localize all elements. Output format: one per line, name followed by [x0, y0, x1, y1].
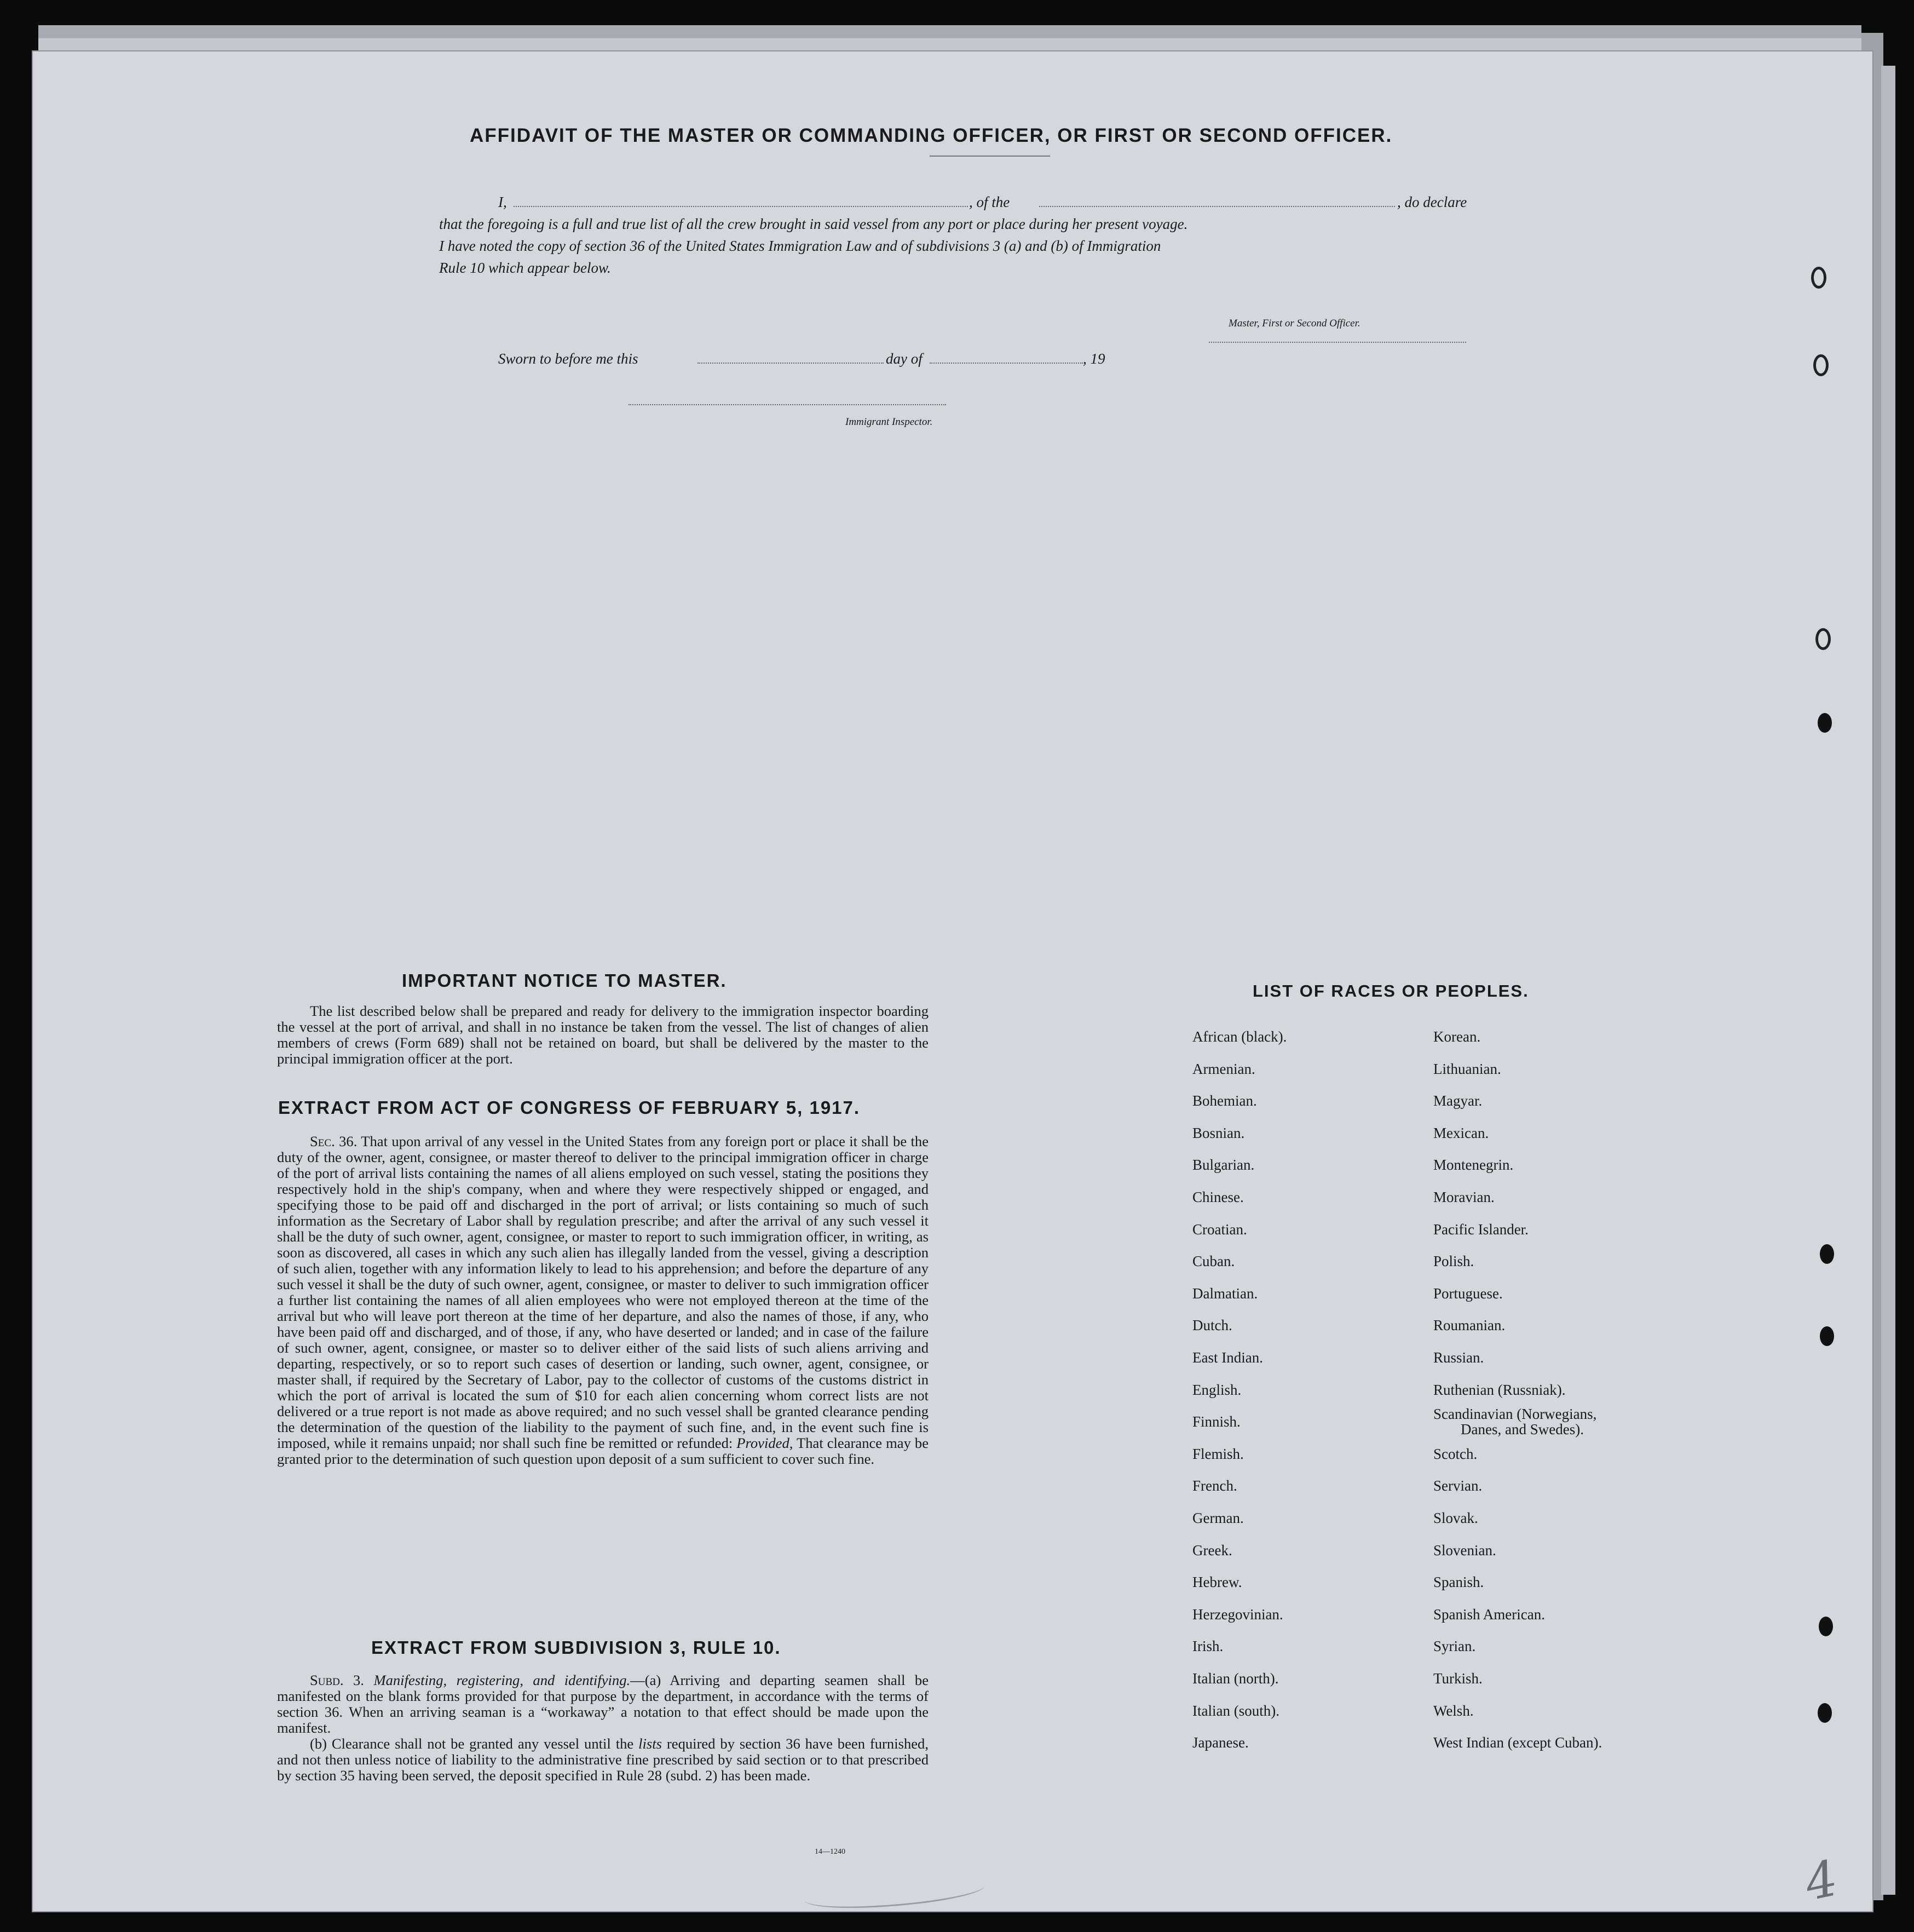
race-item: Armenian.: [1192, 1060, 1255, 1077]
punch-hole-4: [1818, 713, 1832, 733]
race-item: Magyar.: [1433, 1092, 1483, 1109]
race-item: Italian (south).: [1192, 1702, 1279, 1719]
affidavit-i: I,: [498, 194, 507, 210]
sworn-day-of: day of: [886, 350, 923, 367]
master-signature-line[interactable]: [1209, 342, 1466, 343]
race-item: German.: [1192, 1510, 1244, 1526]
race-item: Italian (north).: [1192, 1670, 1279, 1687]
race-item: Syrian.: [1433, 1638, 1476, 1655]
affidavit-declare: , do declare: [1397, 194, 1467, 210]
affidavit-title: AFFIDAVIT OF THE MASTER OR COMMANDING OFFICER, OR FIRST OR SECOND OFFICER.: [470, 125, 1393, 146]
race-item-continuation: Danes, and Swedes).: [1461, 1421, 1584, 1438]
affidavit-line-2: that the foregoing is a full and true list of all the crew brought in said vessel from any port or place during her present voyage.: [439, 216, 1188, 232]
race-item: Scotch.: [1433, 1445, 1478, 1462]
race-item: Moravian.: [1433, 1189, 1495, 1205]
subd-heading: Manifesting, registering, and identifying.: [373, 1672, 631, 1688]
act-extract-title: EXTRACT FROM ACT OF CONGRESS OF FEBRUARY 5, 1917.: [278, 1097, 861, 1118]
master-label: Master, First or Second Officer.: [1229, 318, 1360, 329]
affidavit-of-the: , of the: [969, 194, 1010, 210]
race-item: Russian.: [1433, 1349, 1484, 1366]
act-extract-text: [277, 1134, 929, 1467]
race-item: Polish.: [1433, 1253, 1474, 1270]
punch-hole-1: [1811, 267, 1826, 289]
act-provided: Provided,: [736, 1435, 793, 1451]
race-item: Montenegrin.: [1433, 1157, 1514, 1174]
punch-hole-8: [1818, 1703, 1832, 1723]
page-edge-right-outer: [1881, 66, 1895, 1895]
race-item: Croatian.: [1192, 1221, 1247, 1238]
race-item: Spanish American.: [1433, 1606, 1545, 1623]
race-item: Roumanian.: [1433, 1317, 1506, 1334]
inspector-signature-line[interactable]: [629, 404, 946, 405]
sworn-month-blank[interactable]: [930, 363, 1083, 364]
affidavit-line-4: Rule 10 which appear below.: [439, 260, 611, 276]
race-item: Hebrew.: [1192, 1574, 1242, 1591]
sworn-year: , 19: [1083, 350, 1105, 367]
punch-hole-5: [1820, 1244, 1834, 1264]
rule-para-b: [277, 1736, 929, 1784]
para-b-end: required by section 36 have been furnished, and not then unless notice of liability to the administrative fine prescribed by said section or to that prescribed by section 35 having been served, the deposit specified in Rule 28 (subd. 2) has been made.: [277, 1735, 929, 1784]
document-page: [32, 50, 1873, 1912]
rule-extract-title: EXTRACT FROM SUBDIVISION 3, RULE 10.: [371, 1637, 781, 1658]
race-item: Flemish.: [1192, 1445, 1244, 1462]
notice-paragraph: The list described below shall be prepared and ready for delivery to the immigration inspector boarding the vessel at the port of arrival, and shall in no instance be taken from the vessel. The list of changes of alien members of crews (Form 689) shall not be retained on board, but shall be delivered by the master to the principal immigration officer at the port.: [277, 1003, 929, 1067]
notice-title: IMPORTANT NOTICE TO MASTER.: [402, 970, 727, 991]
race-item: Korean.: [1433, 1028, 1481, 1045]
vessel-blank[interactable]: [1039, 206, 1395, 207]
race-item: East Indian.: [1192, 1349, 1263, 1366]
sworn-day-blank[interactable]: [697, 363, 884, 364]
affidavit-line-3: I have noted the copy of section 36 of the United States Immigration Law and of subdivisions 3 (a) and (b) of Immigration: [439, 238, 1161, 254]
sec-label: Sec. 36.: [310, 1133, 358, 1149]
race-item: Cuban.: [1192, 1253, 1235, 1270]
punch-hole-2: [1813, 354, 1829, 376]
punch-hole-3: [1815, 628, 1831, 650]
notice-text: [277, 1003, 929, 1067]
race-item: Herzegovinian.: [1192, 1606, 1283, 1623]
inspector-label: Immigrant Inspector.: [845, 416, 933, 428]
race-item: West Indian (except Cuban).: [1433, 1734, 1602, 1751]
race-item: Turkish.: [1433, 1670, 1483, 1687]
name-blank[interactable]: [514, 206, 968, 207]
race-item: French.: [1192, 1477, 1237, 1494]
rule-extract-text: [277, 1672, 929, 1784]
race-item: Servian.: [1433, 1477, 1483, 1494]
race-item: Bosnian.: [1192, 1124, 1245, 1141]
para-a-text: —(a) Arriving and departing seamen shall be manifested on the blank forms provided for that purpose by the department, in accordance with the terms of section 36. When an arriving seaman is a “workaway” a notation to that effect should be made upon the manifest.: [277, 1672, 929, 1736]
act-text-end: That clearance may be granted prior to the determination of such question upon deposit of a sum sufficient to cover such fine.: [277, 1435, 929, 1467]
race-item: English.: [1192, 1381, 1242, 1398]
race-item: Ruthenian (Russniak).: [1433, 1381, 1566, 1398]
race-item: Bulgarian.: [1192, 1157, 1255, 1174]
race-item: Scandinavian (Norwegians,: [1433, 1406, 1597, 1423]
title-underline: [930, 156, 1050, 157]
race-item: African (black).: [1192, 1028, 1287, 1045]
act-paragraph: [277, 1134, 929, 1467]
race-item: Bohemian.: [1192, 1092, 1257, 1109]
handwritten-scribble: [803, 1870, 985, 1916]
race-item: Welsh.: [1433, 1702, 1474, 1719]
race-item: Dutch.: [1192, 1317, 1232, 1334]
race-item: Slovenian.: [1433, 1542, 1496, 1559]
rule-para-a: [277, 1672, 929, 1736]
race-item: Greek.: [1192, 1542, 1232, 1559]
punch-hole-6: [1820, 1326, 1834, 1346]
race-item: Mexican.: [1433, 1124, 1489, 1141]
race-item: Chinese.: [1192, 1189, 1244, 1205]
form-code: 14—1240: [815, 1848, 845, 1856]
subd-label: Subd. 3.: [310, 1672, 364, 1688]
race-item: Irish.: [1192, 1638, 1224, 1655]
races-title: LIST OF RACES OR PEOPLES.: [1253, 981, 1529, 1001]
race-item: Japanese.: [1192, 1734, 1249, 1751]
handwritten-mark: 4: [1800, 1849, 1843, 1912]
para-b-lists: lists: [638, 1735, 662, 1752]
para-b-start: (b) Clearance shall not be granted any vessel until the: [310, 1735, 634, 1752]
race-item: Pacific Islander.: [1433, 1221, 1529, 1238]
sworn-prefix: Sworn to before me this: [498, 350, 638, 367]
race-item: Finnish.: [1192, 1413, 1241, 1430]
act-text: That upon arrival of any vessel in the United States from any foreign port or place it shall be the duty of the owner, agent, consignee, or master thereof to deliver to the principal immigration officer in charge of the port of arrival lists containing the names of all aliens employed on such vessel, stating the positions they respectively hold in the ship's company, when and where they were respectively shipped or engaged, and specifying those to be paid off and discharged in the port of arrival; or lists containing so much of such information as the Secretary of Labor shall by regulation prescribe; and after the arrival of any such vessel it shall be the duty of such owner, agent, consignee, or master to report to such immigration officer, in writing, as soon as discovered, all cases in which any such alien has illegally landed from the vessel, giving a description of such alien, together with any information likely to lead to his apprehension; and before the departure of any such vessel it shall be the duty of such owner, agent, consignee, or master to deliver to such immigration officer a further list containing the names of all alien employees who were not employed thereon at the time of the arrival but who will leave port thereon at the time of her departure, and also the names of those, if any, who have been paid off and discharged, and of those, if any, who have deserted or landed; and in case of the failure of such owner, agent, consignee, or master so to deliver either of the said lists of such aliens arriving and departing, respectively, or so to report such cases of desertion or landing, such owner, agent, consignee, or master shall, if required by the Secretary of Labor, pay to the collector of customs of the customs district in which the port of arrival is located the sum of $10 for each alien concerning whom correct lists are not delivered or a true report is not made as above required; and no such vessel shall be granted clearance pending the determination of the question of the liability to the payment of such fine, and, in the event such fine is imposed, while it remains unpaid; nor shall such fine be remitted or refunded:: [277, 1133, 929, 1451]
race-item: Portuguese.: [1433, 1285, 1503, 1302]
race-item: Spanish.: [1433, 1574, 1484, 1591]
race-item: Slovak.: [1433, 1510, 1478, 1526]
punch-hole-7: [1819, 1617, 1833, 1636]
race-item: Dalmatian.: [1192, 1285, 1258, 1302]
race-item: Lithuanian.: [1433, 1060, 1501, 1077]
